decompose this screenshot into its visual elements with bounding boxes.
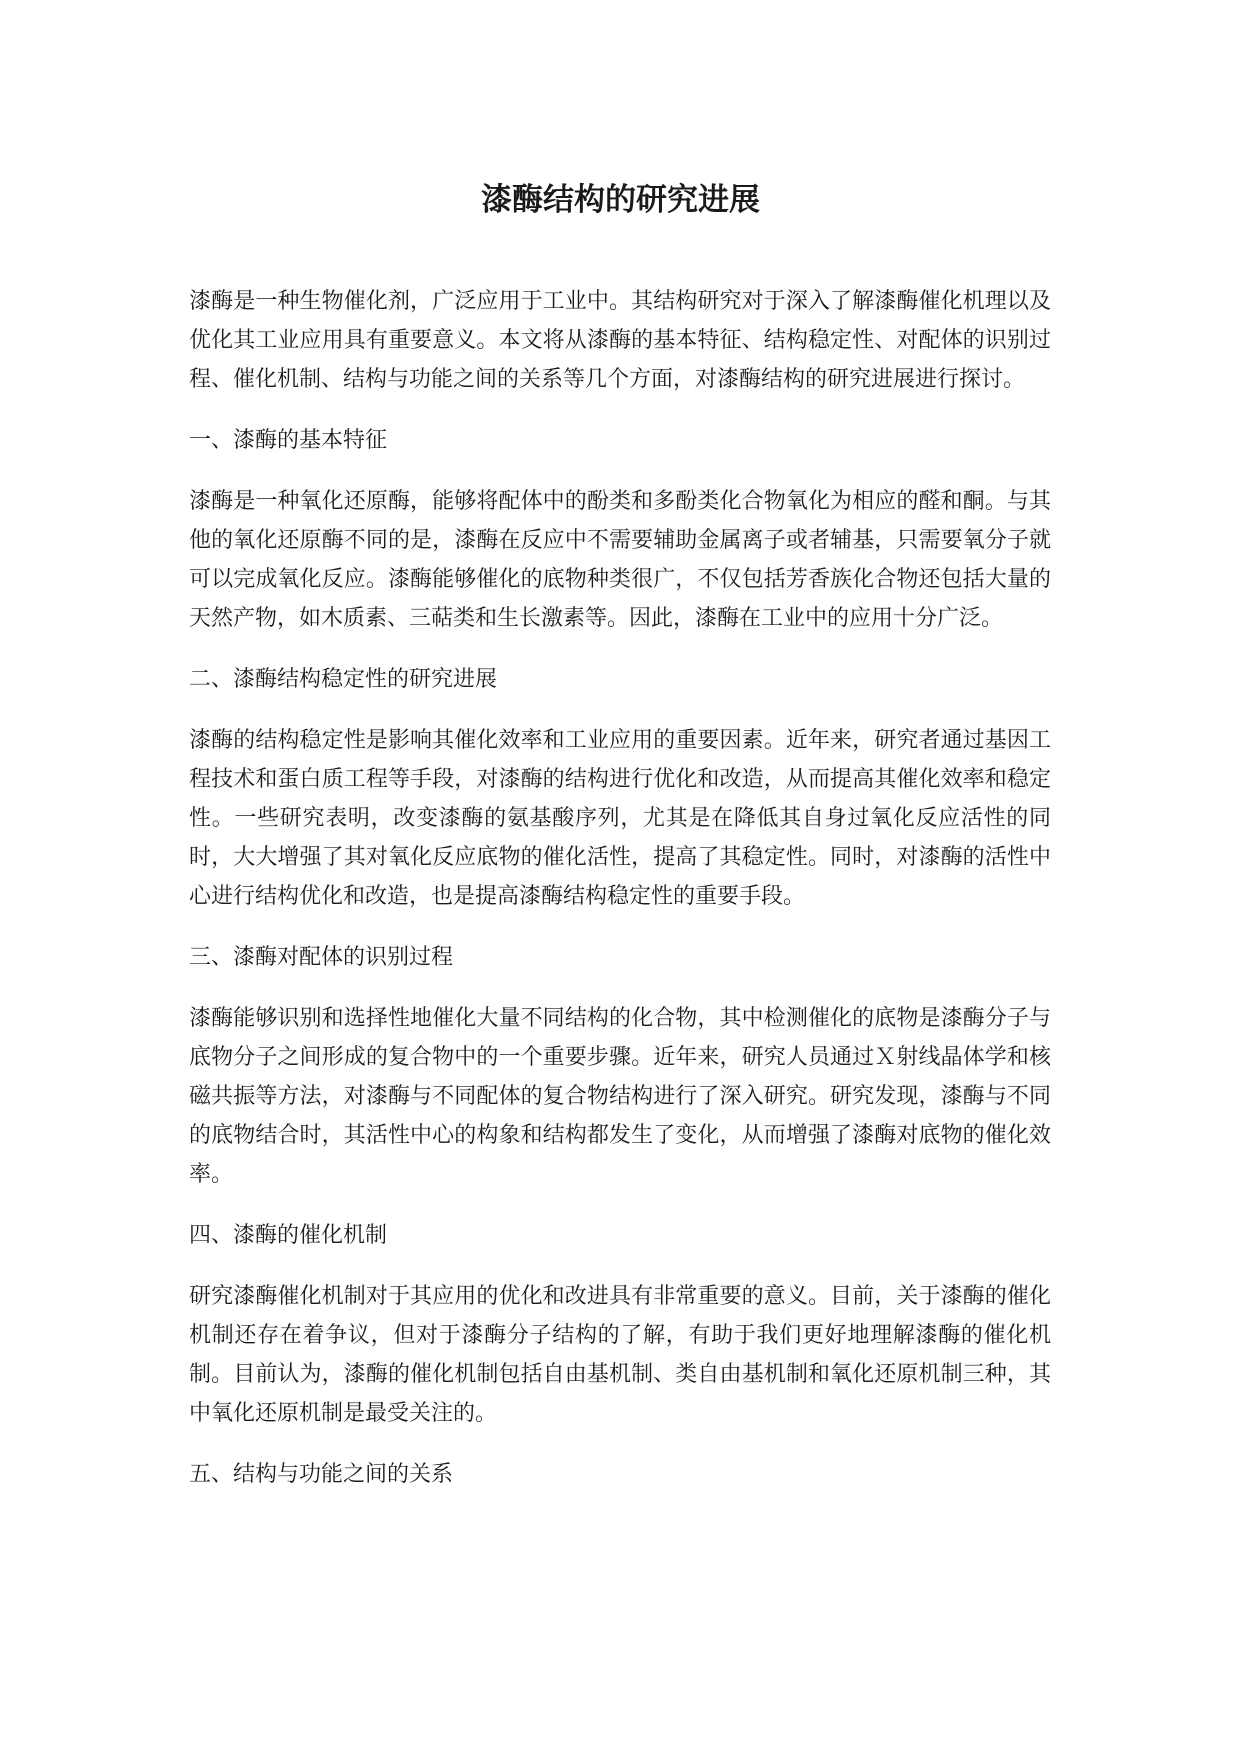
document-body xyxy=(189,282,1051,1516)
section-heading-1: 一、漆酶的基本特征 xyxy=(189,428,388,453)
section-heading-3: 三、漆酶对配体的识别过程 xyxy=(189,945,454,970)
intro-paragraph: 漆酶是一种生物催化剂，广泛应用于工业中。其结构研究对于深入了解漆酶催化机理以及优化其工业应用具有重要意义。本文将从漆酶的基本特征、结构稳定性、对配体的识别过程、催化机制、结构与功能之间的关系等几个方面，对漆酶结构的研究进展进行探讨。 xyxy=(189,289,1051,392)
section-body-4: 研究漆酶催化机制对于其应用的优化和改进具有非常重要的意义。目前，关于漆酶的催化机制还存在着争议，但对于漆酶分子结构的了解，有助于我们更好地理解漆酶的催化机制。目前认为，漆酶的催化机制包括自由基机制、类自由基机制和氧化还原机制三种，其中氧化还原机制是最受关注的。 xyxy=(189,1284,1051,1426)
section-body-2: 漆酶的结构稳定性是影响其催化效率和工业应用的重要因素。近年来，研究者通过基因工程技术和蛋白质工程等手段，对漆酶的结构进行优化和改造，从而提高其催化效率和稳定性。一些研究表明，改变漆酶的氨基酸序列，尤其是在降低其自身过氧化反应活性的同时，大大增强了其对氧化反应底物的催化活性，提高了其稳定性。同时，对漆酶的活性中心进行结构优化和改造，也是提高漆酶结构稳定性的重要手段。 xyxy=(189,728,1051,909)
section-body-3: 漆酶能够识别和选择性地催化大量不同结构的化合物，其中检测催化的底物是漆酶分子与底物分子之间形成的复合物中的一个重要步骤。近年来，研究人员通过Ｘ射线晶体学和核磁共振等方法，对漆酶与不同配体的复合物结构进行了深入研究。研究发现，漆酶与不同的底物结合时，其活性中心的构象和结构都发生了变化，从而增强了漆酶对底物的催化效率。 xyxy=(189,1006,1051,1187)
document-title: 漆酶结构的研究进展 xyxy=(481,182,760,218)
section-heading-5: 五、结构与功能之间的关系 xyxy=(189,1462,454,1487)
section-heading-4: 四、漆酶的催化机制 xyxy=(189,1223,388,1248)
section-body-1: 漆酶是一种氧化还原酶，能够将配体中的酚类和多酚类化合物氧化为相应的醛和酮。与其他的氧化还原酶不同的是，漆酶在反应中不需要辅助金属离子或者辅基，只需要氧分子就可以完成氧化反应。漆酶能够催化的底物种类很广，不仅包括芳香族化合物还包括大量的天然产物，如木质素、三萜类和生长激素等。因此，漆酶在工业中的应用十分广泛。 xyxy=(189,489,1051,631)
section-heading-2: 二、漆酶结构稳定性的研究进展 xyxy=(189,667,498,692)
